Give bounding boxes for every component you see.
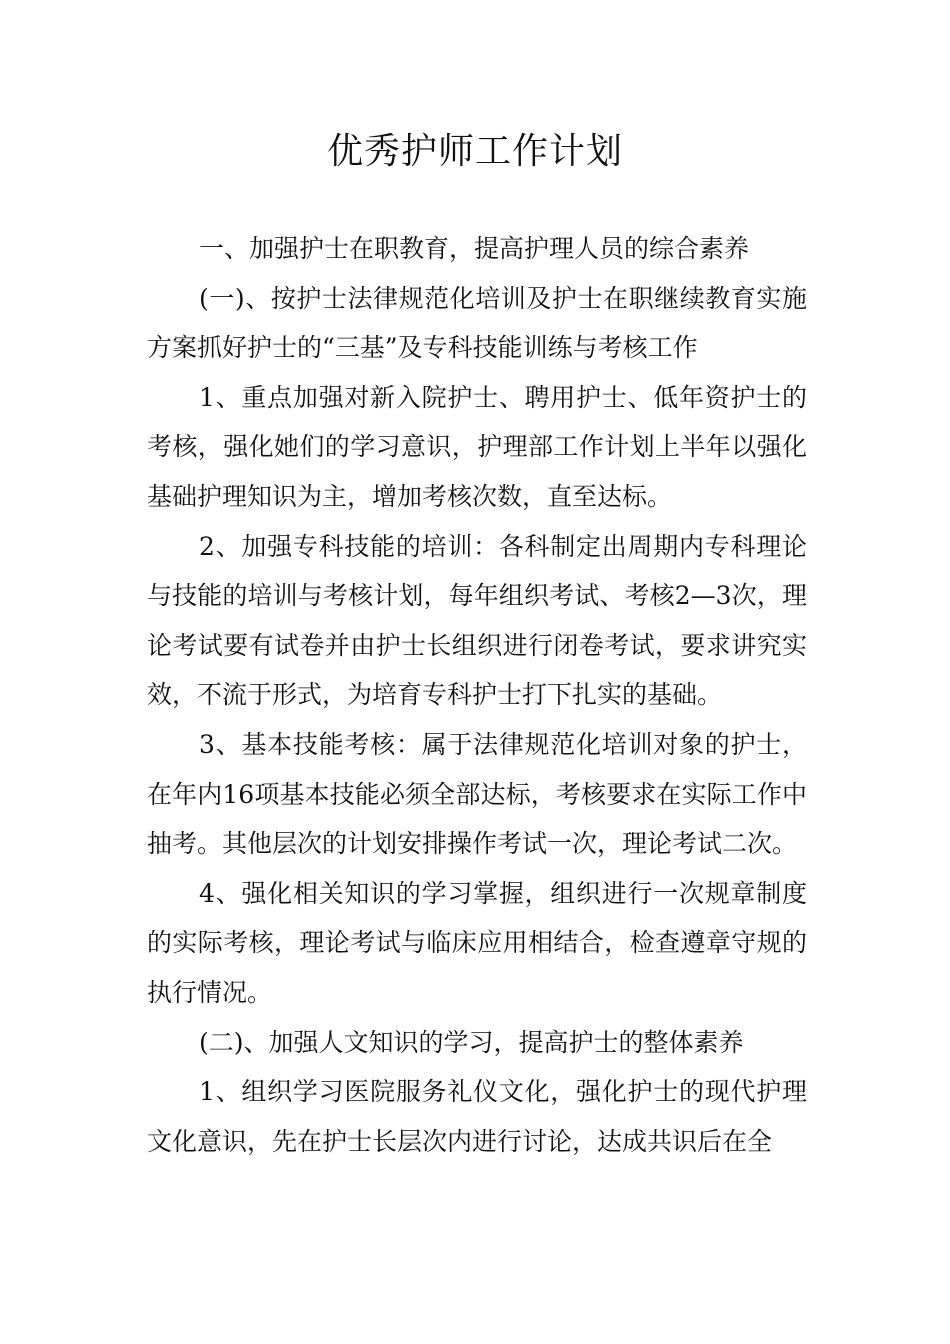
subsection-heading-1: (一)、按护士法律规范化培训及护士在职继续教育实施方案抓好护士的“三基”及专科技能训练与考核工作	[147, 283, 807, 363]
document-body	[147, 224, 807, 1166]
paragraph-item-3: 3、基本技能考核：属于法律规范化培训对象的护士，在年内16项基本技能必须全部达标，考核要求在实际工作中抽考。其他层次的计划安排操作考试一次，理论考试二次。	[147, 729, 807, 859]
section-heading-1: 一、加强护士在职教育，提高护理人员的综合素养	[199, 234, 750, 263]
paragraph-item-4: 4、强化相关知识的学习掌握，组织进行一次规章制度的实际考核，理论考试与临床应用相结合，检查遵章守规的执行情况。	[147, 878, 807, 1007]
document-title: 优秀护师工作计划	[326, 131, 623, 172]
paragraph-item-1: 1、重点加强对新入院护士、聘用护士、低年资护士的考核，强化她们的学习意识，护理部工作计划上半年以强化基础护理知识为主，增加考核次数，直至达标。	[147, 382, 807, 511]
paragraph-item-5: 1、组织学习医院服务礼仪文化，强化护士的现代护理文化意识，先在护士长层次内进行讨论，达成共识后在全	[147, 1077, 807, 1156]
subsection-heading-2: (二)、加强人文知识的学习，提高护士的整体素养	[199, 1027, 744, 1057]
paragraph-item-2: 2、加强专科技能的培训：各科制定出周期内专科理论与技能的培训与考核计划，每年组织考试、考核2—3次，理论考试要有试卷并由护士长组织进行闭卷考试，要求讲究实效，不流于形式，为培育专科护士打下扎实的基础。	[147, 531, 807, 710]
